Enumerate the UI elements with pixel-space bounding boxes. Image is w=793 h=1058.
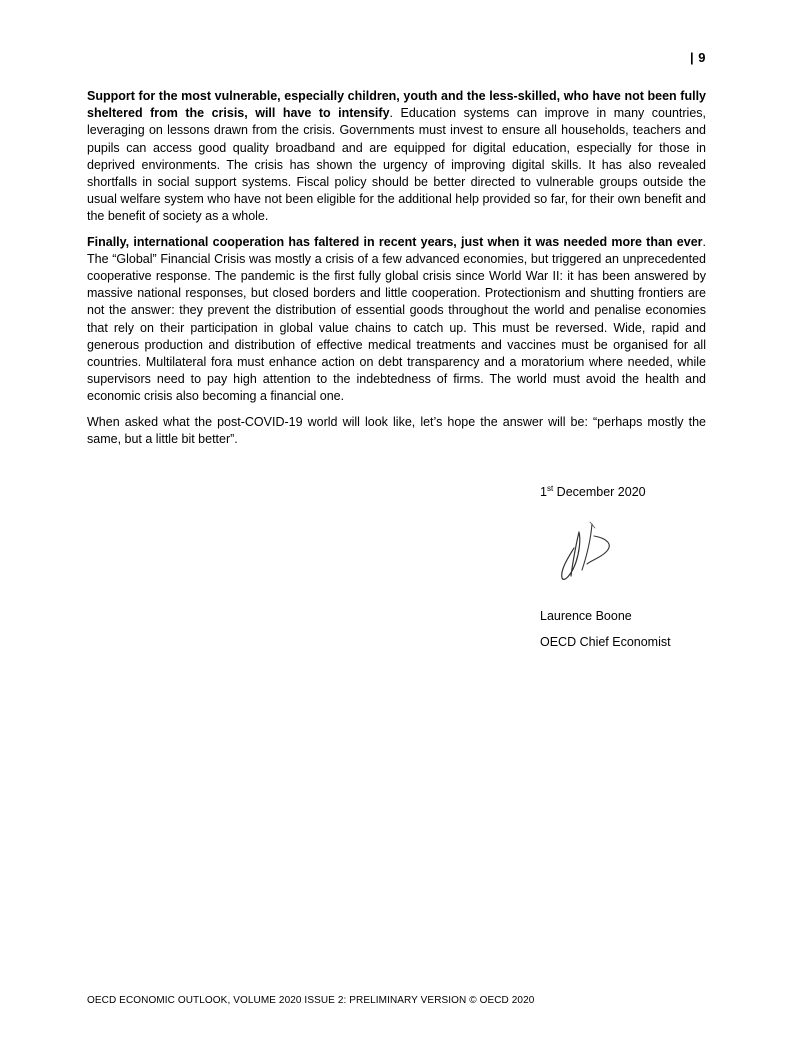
- date-day: 1: [540, 485, 547, 499]
- author-name: Laurence Boone: [540, 609, 632, 623]
- date-month-year: December 2020: [553, 485, 646, 499]
- author-title: OECD Chief Economist: [540, 635, 671, 649]
- page-number: | 9: [690, 50, 706, 65]
- paragraph-text: When asked what the post-COVID-19 world will look like, let’s hope the answer will be: “perhaps mostly the same, but a little bit better”.: [87, 414, 706, 446]
- letter-body: [87, 88, 706, 456]
- handwritten-signature: [554, 518, 618, 584]
- paragraph-closing-remark: [87, 414, 706, 448]
- page-footer: OECD ECONOMIC OUTLOOK, VOLUME 2020 ISSUE 2: PRELIMINARY VERSION © OECD 2020: [87, 995, 535, 1006]
- paragraph-lead: Support for the most vulnerable, especially children, youth and the less-skilled, who have not been fully sheltered from the crisis, will have to intensify: [87, 89, 706, 121]
- paragraph-lead: Finally, international cooperation has faltered in recent years, just when it was needed more than ever: [87, 234, 703, 249]
- paragraph-international-cooperation: [87, 234, 706, 406]
- letter-date: [540, 484, 646, 501]
- date-ordinal-suffix: st: [546, 483, 554, 493]
- paragraph-vulnerable-support: [87, 88, 706, 226]
- paragraph-text: . The “Global” Financial Crisis was mostly a crisis of a few advanced economies, but triggered an unprecedented cooperative response. The pandemic is the first fully global crisis since World War II: it has been answered by massive national responses, but closed borders and little cooperation. Protectionism and shutting frontiers are not the answer: they prevent the distribution of essential goods throughout the world and penalise economies that rely on their participation in global value chains to catch up. This must be reversed. Wide, rapid and generous production and distribution of effective medical treatments and vaccines must be organised for all countries. Multilateral fora must enhance action on debt transparency and a moratorium where needed, while supervisors need to pay high attention to the indebtedness of firms. The world must avoid the health and economic crisis also becoming a financial one.: [87, 234, 706, 404]
- paragraph-text: . Education systems can improve in many countries, leveraging on lessons drawn from the crisis. Governments must invest to ensure all households, teachers and pupils can access good quality broadband and are equipped for digital education, especially for those in deprived environments. The crisis has shown the urgency of improving digital skills. It has also revealed shortfalls in social support systems. Fiscal policy should be better directed to vulnerable groups outside the usual welfare system who have not been eligible for the additional help provided so far, for their own benefit and the benefit of society as a whole.: [87, 106, 706, 224]
